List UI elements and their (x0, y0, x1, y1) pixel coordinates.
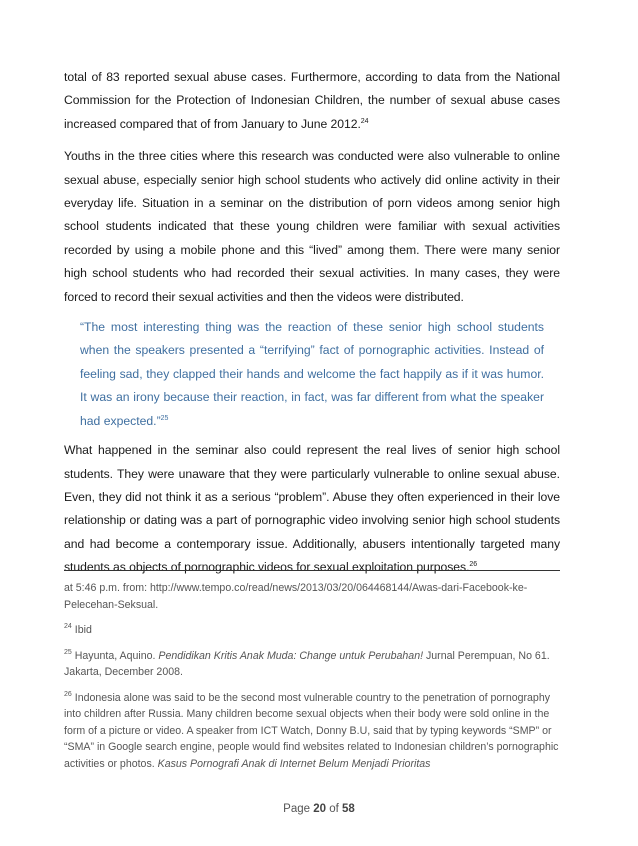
page-footer: Page 20 of 58 (283, 803, 355, 815)
page-number: 20 (313, 803, 327, 815)
footnote-ref-25[interactable]: 25 (160, 414, 169, 422)
paragraph-3: What happened in the seminar also could represent the real lives of senior high school students. They were unaware that they were particularly vulnerable to online sexual abuse. Even, they did not think it as a serious “problem”. Abuse they often experienced in their love relationship or dating was a part of pornographic video involving senior high school students and had become a contemporary issue. Additionally, abusers intentionally targeted many students as objects of pornographic videos for sexual exploitation purposes.$^{26}$ (64, 443, 560, 575)
total-pages: 58 (342, 803, 355, 815)
footnote-24: $^{24}$ Ibid (64, 623, 92, 636)
block-quote: “The most interesting thing was the reaction of these senior high school students when the speakers presented a “terrifying” fact of pornographic activities. Instead of feeling sad, they clapped their hands and welcome the fact happily as if it was humor. It was an irony because their reaction, in fact, was far different from what the speaker had expected.”$^{25}$ (80, 320, 544, 428)
footnotes (64, 580, 560, 781)
footnote-ref-26[interactable]: 26 (469, 561, 478, 569)
footnote-ref-24[interactable]: 24 (360, 117, 369, 125)
paragraph-1: total of 83 reported sexual abuse cases. Furthermore, according to data from the National Commission for the Protection of Indonesian Children, the number of sexual abuse cases increased compared that of from January to June 2012.24 (64, 70, 560, 131)
footnote-divider (64, 570, 560, 571)
footnote-continuation: at 5:46 p.m. from: http://www.tempo.co/read/news/2013/03/20/064468144/Awas-dari-Facebook-ke-Pelecehan-Seksual. (64, 582, 528, 611)
paragraph-2: Youths in the three cities where this research was conducted were also vulnerable to online sexual abuse, especially senior high school students who actively did online activity in their everyday life. Situation in a seminar on the distribution of porn videos among senior high school students indicated that these young children were familiar with sexual activities recorded by using a mobile phone and this “lived” among them. There were many senior high school students who had recorded their sexual activities. In many cases, they were forced to record their sexual activities and then the videos were distributed. (64, 149, 560, 304)
footnote-26: $^{26}$ Indonesia alone was said to be the second most vulnerable country to the penetration of pornography into children after Russia. Many children become sexual objects when their body were sold online in the form of a picture or video. A speaker from ICT Watch, Donny B.U, said that by typing keywords “SMP” or “SMA” in Google search engine, people would find websites related to Indonesian children’s pornographic activities or photos. Kasus Pornografi Anak di Internet Belum Menjadi Prioritas (64, 690, 559, 770)
footnote-25: $^{25}$ Hayunta, Aquino. Pendidikan Kritis Anak Muda: Change untuk Perubahan! Jurnal Perempuan, No 61. Jakarta, December 2008. (64, 648, 550, 678)
main-text (64, 66, 560, 589)
